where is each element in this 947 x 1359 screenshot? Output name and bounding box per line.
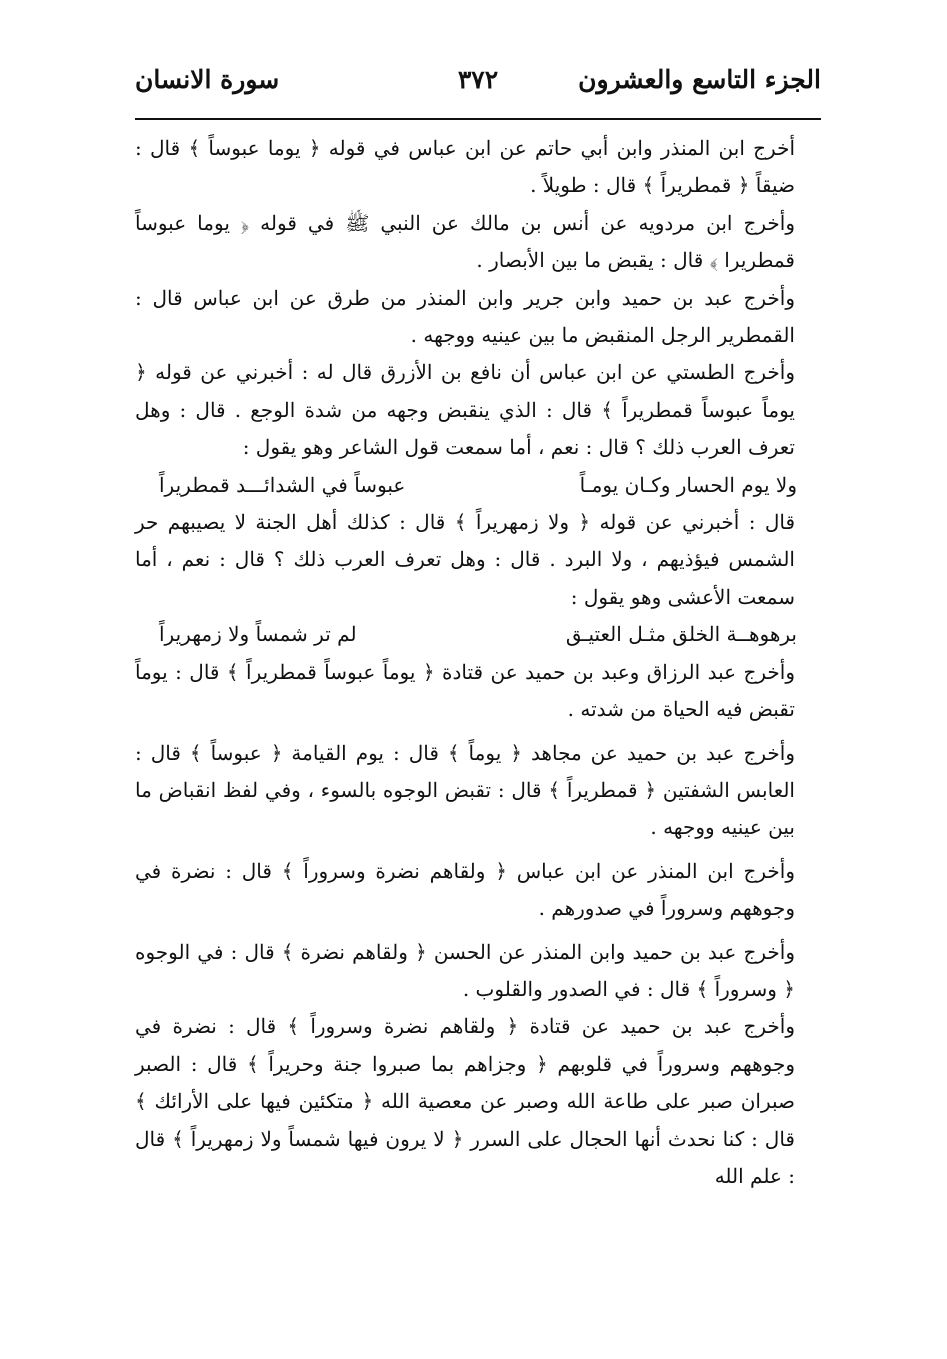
surah-title: سورة الانسان bbox=[135, 65, 280, 94]
paragraph-9: وأخرج عبد بن حميد وابن المنذر عن الحسن ﴿ ولقاهم نضرة ﴾ قال : في الوجوه ﴿ وسروراً ﴾ قال : في الصدور والقلوب . bbox=[135, 939, 795, 1001]
paragraph-10: وأخرج عبد بن حميد عن قتادة ﴿ ولقاهم نضرة وسروراً ﴾ قال : نضرة في وجوههم وسروراً في قلوبهم ﴿ وجزاهم بما صبروا جنة وحريراً ﴾ قال : الصبر صبران صبر على طاعة الله وصبر عن معصية الله ﴿ متكئين فيها على الأرائك ﴾ قال : كنا نحدث أنها الحجال على السرر ﴿ لا يرون فيها شمساً ولا زمهريراً ﴾ قال : علم الله bbox=[135, 1014, 795, 1188]
page-body bbox=[135, 130, 821, 1195]
page-header bbox=[135, 60, 821, 108]
page-number: ٣٧٢ bbox=[457, 65, 499, 94]
paragraph-5: قال : أخبرني عن قوله ﴿ ولا زمهريراً ﴾ قال : كذلك أهل الجنة لا يصيبهم حر الشمس فيؤذيهم ، ولا البرد . قال : وهل تعرف العرب ذلك ؟ قال : نعم ، أما سمعت الأعشى وهو يقول : bbox=[135, 510, 795, 609]
paragraph-2: وأخرج ابن مردويه عن أنس بن مالك عن النبي ﷺ في قوله ﴿ يوما عبوساً قمطريرا ﴾ قال : يقبض ما بين الأبصار . bbox=[135, 210, 795, 273]
paragraph-8: وأخرج ابن المنذر عن ابن عباس ﴿ ولقاهم نضرة وسروراً ﴾ قال : نضرة في وجوههم وسروراً في صدورهم . bbox=[135, 858, 795, 921]
paragraph-3: وأخرج عبد بن حميد وابن جرير وابن المنذر من طرق عن ابن عباس قال : القمطرير الرجل المنقبض ما بين عينيه ووجهه . bbox=[135, 285, 795, 348]
poetry-verse-2 bbox=[135, 616, 821, 653]
volume-title: الجزء التاسع والعشرون bbox=[578, 65, 821, 94]
paragraph-6: وأخرج عبد الرزاق وعبد بن حميد عن قتادة ﴿ يوماً عبوساً قمطريراً ﴾ قال : يوماً تقبض فيه الحياة من شدته . bbox=[135, 659, 795, 722]
poetry-verse-1 bbox=[135, 467, 821, 504]
verse-2-second-hemistich: لم تر شمساً ولا زمهريراً bbox=[159, 622, 357, 647]
paragraph-7: وأخرج عبد بن حميد عن مجاهد ﴿ يوماً ﴾ قال : يوم القيامة ﴿ عبوساً ﴾ قال : العابس الشفتين ﴿ قمطريراً ﴾ قال : تقبض الوجوه بالسوء ، وفي لفظ انقباض ما بين عينيه ووجهه . bbox=[135, 740, 795, 840]
verse-2-first-hemistich: برهوهــة الخلق مثـل العتيـق bbox=[565, 622, 797, 647]
verse-1-first-hemistich: ولا يوم الحسار وكـان يومـاً bbox=[579, 472, 797, 497]
header-rule bbox=[135, 118, 821, 120]
verse-1-second-hemistich: عبوساً في الشدائـــد قمطريراً bbox=[159, 472, 406, 497]
paragraph-4: وأخرج الطستي عن ابن عباس أن نافع بن الأزرق قال له : أخبرني عن قوله ﴿ يوماً عبوساً قمطريراً ﴾ قال : الذي ينقبض وجهه من شدة الوجع . قال : وهل تعرف العرب ذلك ؟ قال : نعم ، أما سمعت قول الشاعر وهو يقول : bbox=[135, 360, 795, 460]
paragraph-1: أخرج ابن المنذر وابن أبي حاتم عن ابن عباس في قوله ﴿ يوما عبوساً ﴾ قال : ضيقاً ﴿ قمطريراً ﴾ قال : طويلاً . bbox=[135, 136, 795, 198]
